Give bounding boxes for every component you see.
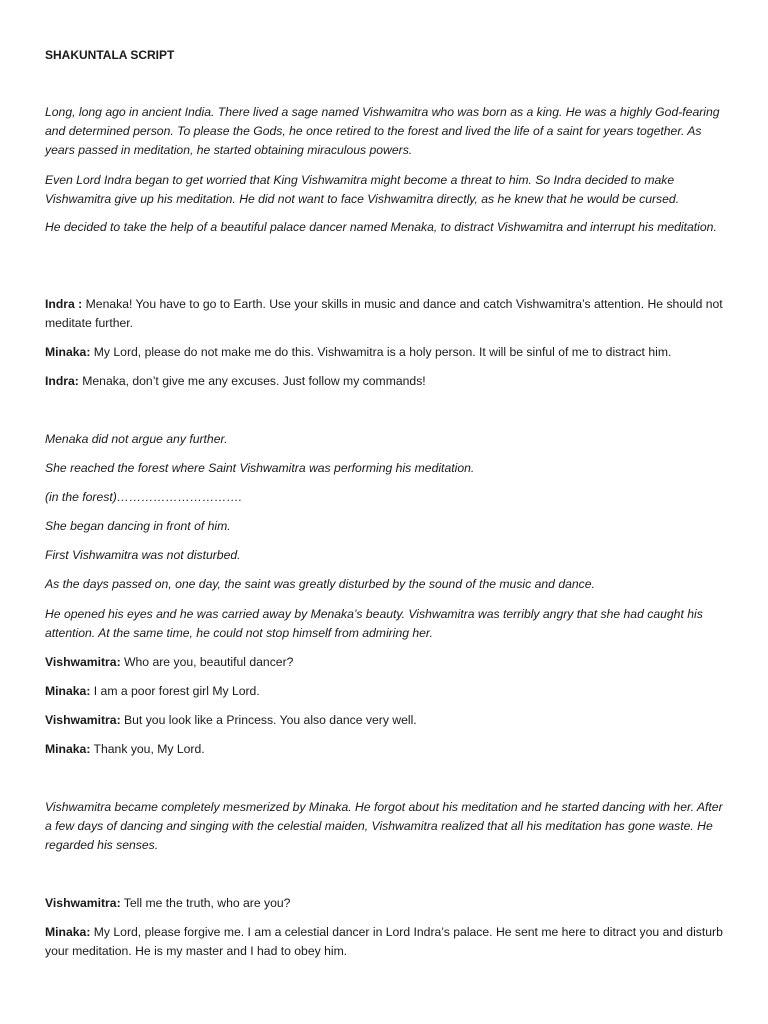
- speaker-name: Minaka:: [45, 742, 91, 756]
- speech-text: My Lord, please do not make me do this. Vishwamitra is a holy person. It will be sinful of me to distract him.: [90, 345, 672, 359]
- narration-paragraph: As the days passed on, one day, the saint was greatly disturbed by the sound of the music and dance.: [45, 577, 595, 591]
- narration-paragraph: He opened his eyes and he was carried away by Menaka’s beauty. Vishwamitra was terribly angry that she had caught his attention. At the same time, he could not stop himself from admiring her.: [45, 607, 703, 640]
- speech-text: Menaka, don’t give me any excuses. Just follow my commands!: [78, 374, 426, 388]
- speaker-name: Indra:: [45, 374, 79, 388]
- speech-text: I am a poor forest girl My Lord.: [90, 684, 260, 698]
- narration-paragraph: First Vishwamitra was not disturbed.: [45, 548, 241, 562]
- narration-paragraph: She began dancing in front of him.: [45, 519, 231, 533]
- speech-text: Tell me the truth, who are you?: [120, 896, 291, 910]
- dialogue-line: [45, 682, 730, 701]
- narration-paragraph: (in the forest)………………………….: [45, 490, 243, 504]
- narration-paragraph: She reached the forest where Saint Vishwamitra was performing his meditation.: [45, 461, 475, 475]
- speaker-name: Vishwamitra:: [45, 896, 121, 910]
- dialogue-line: [45, 372, 730, 391]
- speech-text: My Lord, please forgive me. I am a celestial dancer in Lord Indra’s palace. He sent me here to ditract you and disturb your meditation. He is my master and I had to obey him.: [45, 925, 723, 958]
- narration-paragraph: Even Lord Indra began to get worried that King Vishwamitra might become a threat to him. So Indra decided to make Vishwamitra give up his meditation. He did not want to face Vishwamitra directly, as he knew that he would be cursed.: [45, 173, 680, 206]
- dialogue-line: [45, 740, 730, 759]
- speaker-name: Indra :: [45, 297, 83, 311]
- speech-text: Thank you, My Lord.: [90, 742, 205, 756]
- speech-text: Menaka! You have to go to Earth. Use your skills in music and dance and catch Vishwamitra’s attention. He should not meditate further.: [45, 297, 723, 330]
- dialogue-line: [45, 923, 730, 961]
- dialogue-line: [45, 894, 730, 913]
- document-title: SHAKUNTALA SCRIPT: [45, 48, 175, 62]
- speaker-name: Minaka:: [45, 345, 91, 359]
- speech-text: But you look like a Princess. You also dance very well.: [120, 713, 417, 727]
- narration-paragraph: Vishwamitra became completely mesmerized by Minaka. He forgot about his meditation and he started dancing with her. After a few days of dancing and singing with the celestial maiden, Vishwamitra realized that all his meditation has gone waste. He regarded his senses.: [45, 800, 723, 852]
- dialogue-line: [45, 711, 730, 730]
- speaker-name: Vishwamitra:: [45, 713, 121, 727]
- speaker-name: Minaka:: [45, 925, 91, 939]
- dialogue-line: [45, 295, 730, 333]
- speech-text: Who are you, beautiful dancer?: [120, 655, 294, 669]
- speaker-name: Vishwamitra:: [45, 655, 121, 669]
- narration-paragraph: He decided to take the help of a beautiful palace dancer named Menaka, to distract Vishwamitra and interrupt his meditation.: [45, 220, 717, 234]
- narration-paragraph: Long, long ago in ancient India. There lived a sage named Vishwamitra who was born as a king. He was a highly God-fearing and determined person. To please the Gods, he once retired to the forest and lived the life of a saint for years together. As years passed in meditation, he started obtaining miraculous powers.: [45, 105, 720, 157]
- narration-paragraph: Menaka did not argue any further.: [45, 432, 228, 446]
- speaker-name: Minaka:: [45, 684, 91, 698]
- dialogue-line: [45, 653, 730, 672]
- dialogue-line: [45, 343, 730, 362]
